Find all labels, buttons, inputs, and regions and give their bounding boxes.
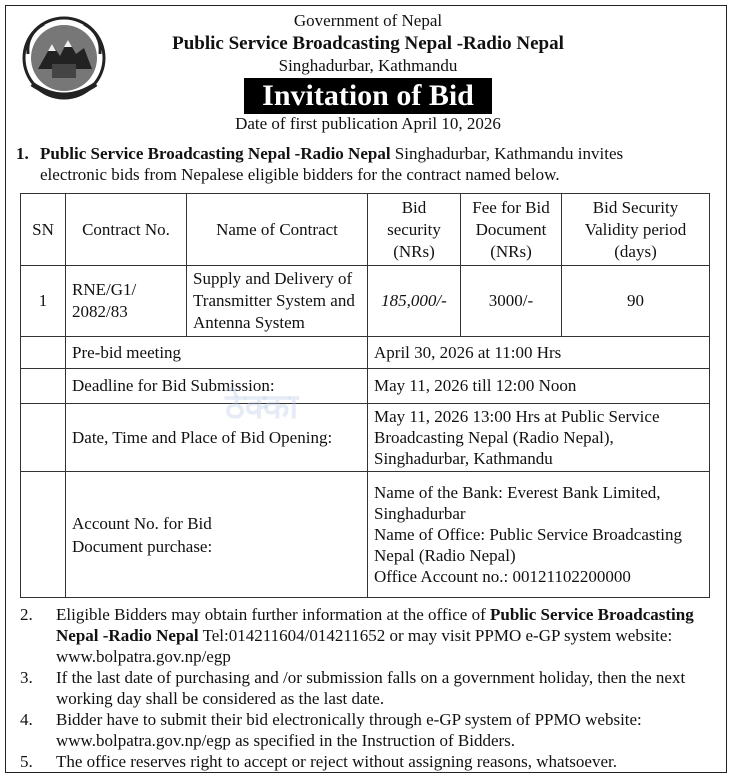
note-text: Eligible Bidders may obtain further information at the office of Public Service Broadcasting Nepal -Radio Nepal Tel:014211604/014211652 or may visit PPMO e-GP system website: www.bolpatra.gov.np/egp [56, 605, 694, 666]
account-row [21, 472, 710, 598]
note-number: 2. [20, 605, 33, 624]
account-label [66, 472, 368, 598]
intro-org: Public Service Broadcasting Nepal -Radio Nepal [40, 144, 391, 163]
note-number: 5. [20, 752, 33, 771]
header-sn: SN [21, 194, 66, 266]
row-bid-security: 185,000/- [368, 266, 461, 337]
detail-row [21, 404, 710, 472]
account-details [368, 472, 710, 598]
account-label-2: Document purchase: [72, 536, 213, 556]
table-row [21, 266, 710, 337]
detail-value: May 11, 2026 till 12:00 Noon [368, 369, 710, 404]
organization-address: Singhadurbar, Kathmandu [278, 56, 458, 75]
row-fee: 3000/- [461, 266, 562, 337]
header-bid-security: Bid security (NRs) [368, 194, 461, 266]
office-name: Name of Office: Public Service Broadcasting Nepal (Radio Nepal) [374, 525, 682, 565]
note-text: Bidder have to submit their bid electronically through e-GP system of PPMO website: www.bolpatra.gov.np/egp as specified in the Instruction of Bidders. [56, 710, 642, 750]
watermark: ठेक्का [225, 387, 299, 427]
intro-number: 1. [16, 144, 29, 163]
note-number: 3. [20, 668, 33, 687]
notes-list [20, 604, 710, 772]
intro-line2: electronic bids from Nepalese eligible bidders for the contract named below. [40, 165, 560, 184]
detail-row [21, 369, 710, 404]
row-sn: 1 [21, 266, 66, 337]
header-fee: Fee for Bid Document (NRs) [461, 194, 562, 266]
account-number: Office Account no.: 00121102200000 [374, 567, 631, 586]
table-header-row [21, 194, 710, 266]
detail-value: May 11, 2026 13:00 Hrs at Public Service Broadcasting Nepal (Radio Nepal), Singhadurbar, Kathmandu [368, 404, 710, 472]
notice-title: Invitation of Bid [244, 78, 492, 114]
notice-header [0, 10, 736, 134]
bid-table [20, 193, 710, 598]
detail-value: April 30, 2026 at 11:00 Hrs [368, 337, 710, 369]
header-contract-no: Contract No. [66, 194, 187, 266]
note-text: If the last date of purchasing and /or submission falls on a government holiday, then the next working day shall be considered as the last date. [56, 668, 686, 708]
list-item [20, 667, 710, 709]
list-item [20, 751, 710, 772]
list-item [20, 709, 710, 751]
note-text: The office reserves right to accept or reject without assigning reasons, whatsoever. [56, 752, 617, 771]
list-item [20, 604, 710, 667]
row-validity: 90 [562, 266, 710, 337]
row-contract-no: RNE/G1/ 2082/83 [66, 266, 187, 337]
detail-row [21, 337, 710, 369]
detail-label: Deadline for Bid Submission: [66, 369, 368, 404]
organization-name: Public Service Broadcasting Nepal -Radio Nepal [172, 33, 564, 54]
intro-paragraph [16, 143, 716, 185]
government-name: Government of Nepal [293, 11, 443, 30]
header-contract-name: Name of Contract [187, 194, 368, 266]
note-number: 4. [20, 710, 33, 729]
account-label-1: Account No. for Bid [72, 513, 212, 533]
detail-label: Pre-bid meeting [66, 337, 368, 369]
bank-name: Name of the Bank: Everest Bank Limited, Singhadurbar [374, 483, 661, 523]
detail-label: Date, Time and Place of Bid Opening: [66, 404, 368, 472]
row-contract-name: Supply and Delivery of Transmitter System and Antenna System [187, 266, 368, 337]
intro-line1: Singhadurbar, Kathmandu invites [390, 144, 624, 163]
header-validity: Bid Security Validity period (days) [562, 194, 710, 266]
publication-date: Date of first publication April 10, 2026 [235, 114, 501, 133]
